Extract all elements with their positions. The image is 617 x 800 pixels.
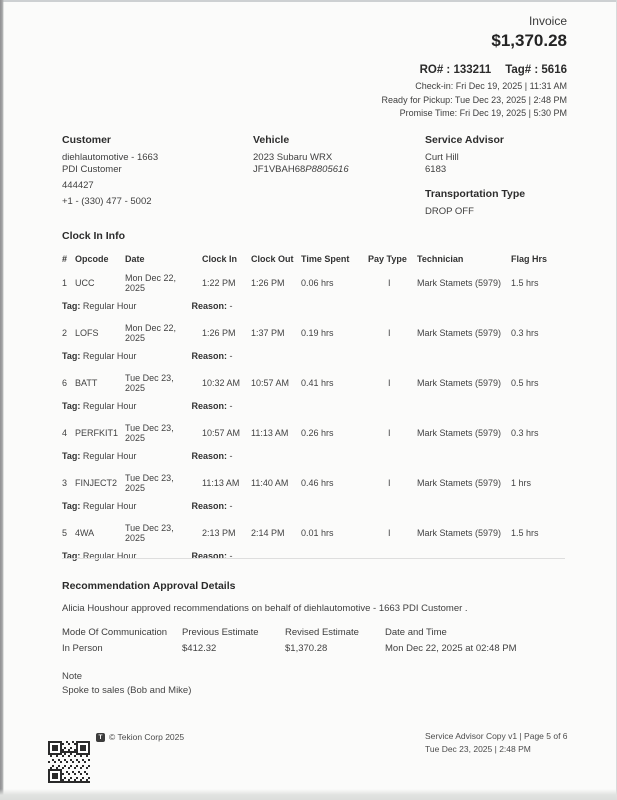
scan-edge-top: [0, 0, 617, 2]
row-opcode: 4WA: [75, 528, 95, 538]
col-header-num: #: [62, 254, 68, 264]
scan-edge-left: [0, 0, 4, 800]
tag-value: Regular Hour: [82, 501, 137, 511]
copyright-text: © Tekion Corp 2025: [109, 732, 185, 742]
reason-value: -: [229, 501, 233, 511]
col-header-flag-hrs: Flag Hrs: [511, 254, 548, 264]
col-header-clock-out: Clock Out: [251, 254, 294, 264]
reason-value: -: [229, 351, 233, 361]
reason-value: -: [229, 301, 233, 311]
ready-for-pickup-time: Ready for Pickup: Tue Dec 23, 2025 | 2:48 PM: [381, 94, 567, 105]
approval-text: Alicia Houshour approved recommendations on behalf of diehlautomotive - 1663 PDI Customer .: [62, 603, 468, 614]
customer-id: 444427: [62, 180, 94, 191]
reason-value: -: [229, 551, 233, 561]
reason-label: Reason:: [191, 401, 228, 411]
reason-label: Reason:: [191, 551, 228, 561]
tag-label: Tag:: [62, 551, 81, 561]
tag-value: Regular Hour: [82, 551, 137, 561]
qr-code-icon: [48, 741, 90, 783]
row-clock-in: 1:26 PM: [202, 328, 236, 338]
revised-estimate-label: Revised Estimate: [285, 627, 359, 638]
row-opcode: LOFS: [75, 328, 99, 338]
row-date: Tue Dec 23, 2025: [125, 472, 174, 493]
row-technician: Mark Stamets (5979): [417, 428, 502, 438]
row-pay-type: I: [388, 428, 391, 438]
row-technician: Mark Stamets (5979): [417, 528, 502, 538]
tekion-logo-icon: T: [96, 733, 105, 742]
row-num: 2: [62, 328, 68, 338]
row-pay-type: I: [388, 378, 391, 388]
col-header-clock-in: Clock In: [202, 254, 238, 264]
tag-label: Tag:: [62, 301, 81, 311]
row-clock-in: 1:22 PM: [202, 278, 236, 288]
reason-label: Reason:: [191, 301, 228, 311]
customer-name-line1: diehlautomotive - 1663: [62, 152, 159, 163]
previous-estimate-value: $412.32: [182, 643, 217, 654]
table-row: [62, 268, 565, 311]
row-date: Tue Dec 23, 2025: [125, 372, 174, 393]
row-clock-in: 10:57 AM: [202, 428, 241, 438]
ro-number: RO# : 133211: [419, 64, 492, 76]
row-pay-type: I: [388, 278, 391, 288]
service-advisor-label: Service Advisor: [425, 134, 504, 146]
tag-label: Tag:: [62, 501, 81, 511]
row-opcode: PERFKIT1: [75, 428, 119, 438]
transportation-block: [425, 188, 565, 218]
col-header-date: Date: [125, 254, 145, 264]
tag-label: Tag:: [62, 451, 81, 461]
row-clock-out: 10:57 AM: [251, 378, 290, 388]
row-clock-out: 1:26 PM: [251, 278, 285, 288]
customer-phone: +1 - (330) 477 - 5002: [62, 196, 152, 207]
reason-label: Reason:: [191, 351, 228, 361]
table-row: [62, 318, 565, 361]
row-pay-type: I: [388, 528, 391, 538]
vehicle-label: Vehicle: [253, 134, 290, 146]
row-num: 6: [62, 378, 68, 388]
tag-number: Tag# : 5616: [505, 64, 567, 76]
transportation-label: Transportation Type: [425, 188, 526, 200]
promise-time: Promise Time: Fri Dec 19, 2025 | 5:30 PM: [399, 108, 567, 118]
row-pay-type: I: [388, 328, 391, 338]
ro-tag-line: [382, 64, 567, 76]
scan-edge-bottom: [0, 789, 617, 800]
reason-label: Reason:: [191, 451, 228, 461]
copyright-line: [96, 732, 184, 742]
tag-value: Regular Hour: [82, 401, 137, 411]
clock-in-title: Clock In Info: [62, 230, 125, 242]
row-clock-out: 11:40 AM: [251, 478, 289, 488]
table-row: [62, 368, 565, 411]
mode-of-communication-label: Mode Of Communication: [62, 627, 168, 638]
row-time-spent: 0.06 hrs: [301, 278, 334, 288]
recommendation-title: Recommendation Approval Details: [62, 580, 236, 592]
row-date: Mon Dec 22, 2025: [125, 322, 177, 343]
row-flag-hrs: 1.5 hrs: [511, 528, 539, 538]
tag-value: Regular Hour: [82, 351, 137, 361]
row-time-spent: 0.46 hrs: [301, 478, 334, 488]
date-and-time-label: Date and Time: [385, 627, 447, 638]
invoice-amount: $1,370.28: [491, 31, 567, 50]
row-flag-hrs: 0.3 hrs: [511, 428, 539, 438]
service-advisor-name: Curt Hill: [425, 152, 459, 163]
footer-page-info: [425, 730, 568, 756]
row-flag-hrs: 1.5 hrs: [511, 278, 539, 288]
col-header-pay-type: Pay Type: [368, 254, 407, 264]
previous-estimate-label: Previous Estimate: [182, 627, 259, 638]
row-time-spent: 0.19 hrs: [301, 328, 334, 338]
date-and-time-value: Mon Dec 22, 2025 at 02:48 PM: [385, 643, 517, 654]
transportation-value: DROP OFF: [425, 206, 474, 217]
copy-version-page: Service Advisor Copy v1 | Page 5 of 6: [425, 731, 568, 741]
row-pay-type: I: [388, 478, 391, 488]
table-row: [62, 518, 565, 561]
vehicle-block: [253, 134, 425, 218]
print-datetime: Tue Dec 23, 2025 | 2:48 PM: [425, 744, 531, 754]
row-num: 4: [62, 428, 68, 438]
row-flag-hrs: 1 hrs: [511, 478, 532, 488]
note-block: [62, 670, 565, 698]
table-header-row: [62, 254, 565, 264]
row-technician: Mark Stamets (5979): [417, 378, 502, 388]
invoice-header: [382, 14, 567, 121]
row-technician: Mark Stamets (5979): [417, 478, 502, 488]
row-clock-in: 10:32 AM: [202, 378, 241, 388]
reason-value: -: [229, 401, 233, 411]
col-header-opcode: Opcode: [75, 254, 109, 264]
table-row: [62, 418, 565, 461]
reason-label: Reason:: [191, 501, 228, 511]
row-time-spent: 0.26 hrs: [301, 428, 334, 438]
row-opcode: BATT: [75, 378, 98, 388]
row-num: 1: [62, 278, 68, 288]
note-label: Note: [62, 671, 83, 682]
customer-block: [62, 134, 253, 218]
row-clock-in: 2:13 PM: [202, 528, 236, 538]
row-date: Mon Dec 22, 2025: [125, 272, 177, 293]
row-clock-in: 11:13 AM: [202, 478, 240, 488]
table-row: [62, 468, 565, 511]
row-date: Tue Dec 23, 2025: [125, 422, 174, 443]
row-time-spent: 0.01 hrs: [301, 528, 334, 538]
vin-suffix: P8805616: [305, 164, 349, 175]
service-advisor-id: 6183: [425, 164, 447, 175]
note-value: Spoke to sales (Bob and Mike): [62, 685, 192, 696]
mode-of-communication-value: In Person: [62, 643, 103, 654]
advisor-block: [425, 134, 565, 218]
vehicle-vin: [253, 164, 425, 176]
row-clock-out: 2:14 PM: [251, 528, 285, 538]
reason-value: -: [229, 451, 233, 461]
row-date: Tue Dec 23, 2025: [125, 522, 174, 543]
row-flag-hrs: 0.3 hrs: [511, 328, 539, 338]
customer-label: Customer: [62, 134, 112, 146]
row-opcode: UCC: [75, 278, 95, 288]
invoice-label: Invoice: [528, 14, 567, 28]
customer-name-line2: PDI Customer: [62, 164, 122, 175]
tag-value: Regular Hour: [82, 451, 137, 461]
tag-value: Regular Hour: [82, 301, 137, 311]
col-header-time-spent: Time Spent: [301, 254, 350, 264]
row-flag-hrs: 0.5 hrs: [511, 378, 539, 388]
row-clock-out: 1:37 PM: [251, 328, 285, 338]
row-num: 3: [62, 478, 68, 488]
recommendation-section: [62, 558, 565, 698]
row-clock-out: 11:13 AM: [251, 428, 289, 438]
row-technician: Mark Stamets (5979): [417, 278, 502, 288]
row-opcode: FINJECT2: [75, 478, 118, 488]
check-in-time: Check-in: Fri Dec 19, 2025 | 11:31 AM: [415, 81, 567, 91]
revised-estimate-value: $1,370.28: [285, 643, 328, 654]
vehicle-model: 2023 Subaru WRX: [253, 152, 333, 163]
row-num: 5: [62, 528, 68, 538]
clock-in-section: [62, 230, 565, 568]
header-dates: [382, 80, 567, 121]
vin-prefix: JF1VBAH68: [253, 164, 306, 175]
col-header-technician: Technician: [417, 254, 464, 264]
tag-label: Tag:: [62, 351, 81, 361]
row-time-spent: 0.41 hrs: [301, 378, 334, 388]
info-columns: [62, 134, 565, 218]
tag-label: Tag:: [62, 401, 81, 411]
row-technician: Mark Stamets (5979): [417, 328, 502, 338]
recommendation-grid: [62, 627, 565, 654]
